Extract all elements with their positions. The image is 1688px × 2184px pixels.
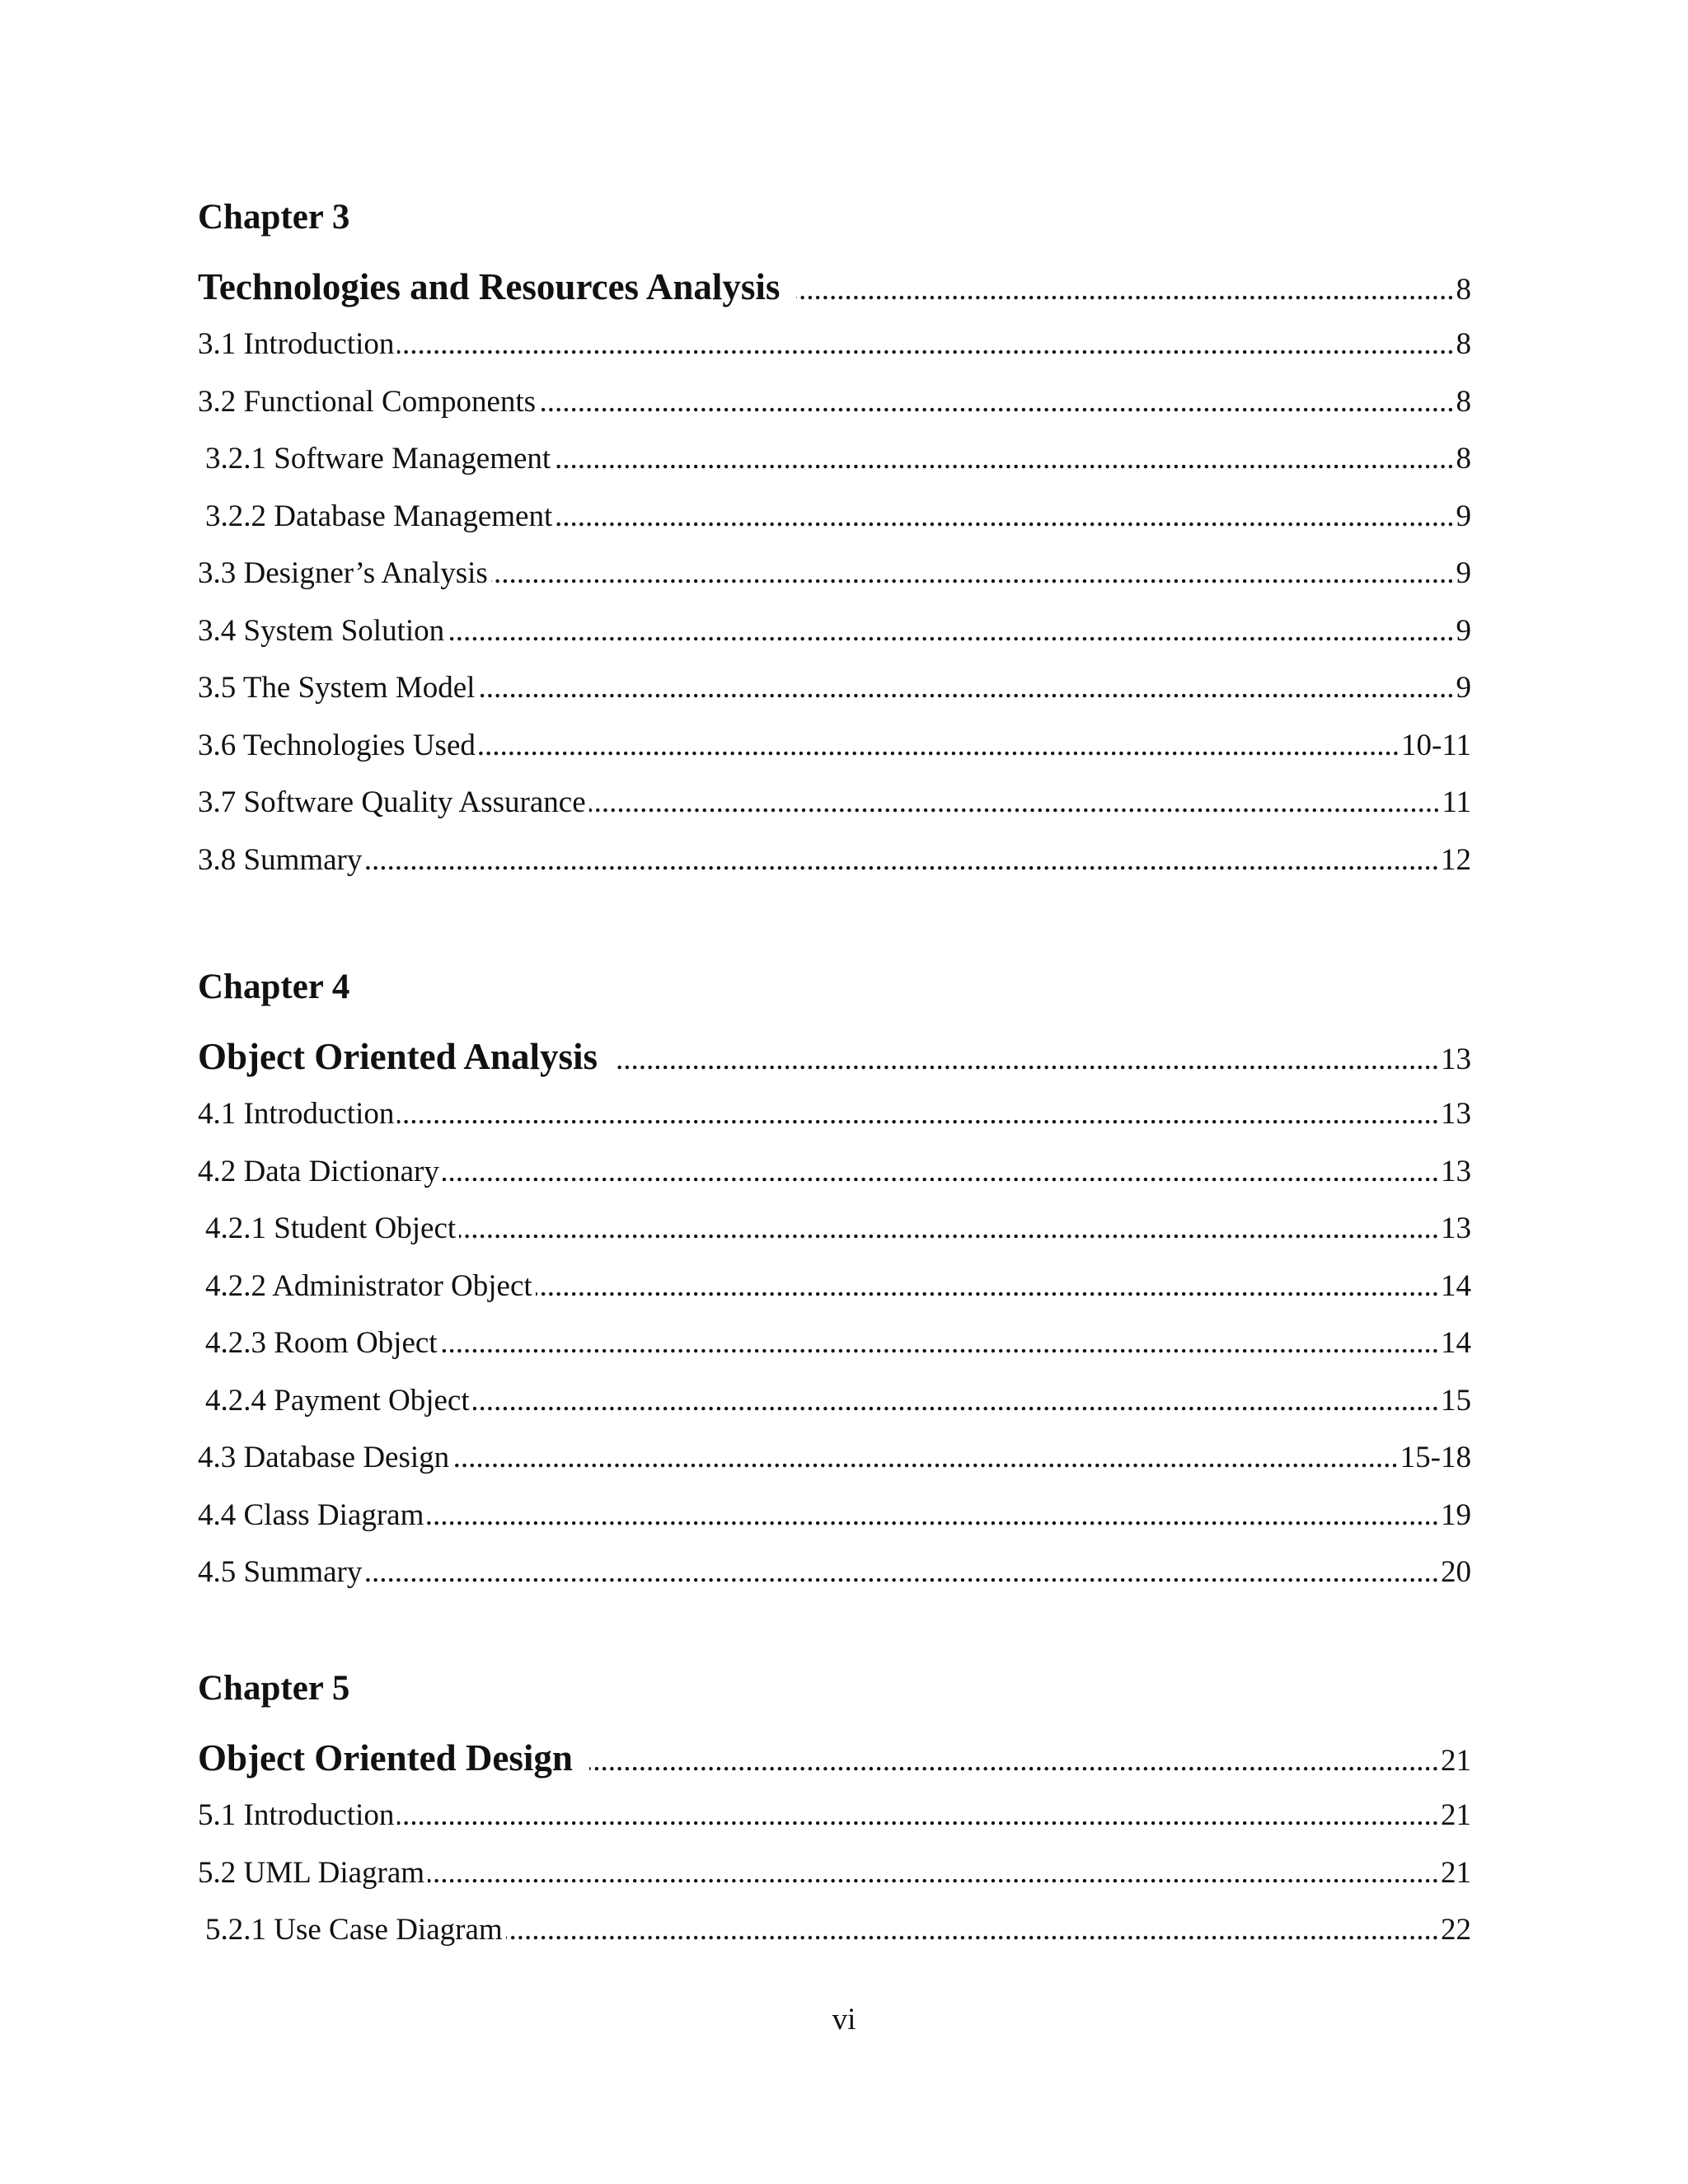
toc-entry xyxy=(198,659,1471,717)
page-number: 8 xyxy=(1456,273,1471,307)
dot-leader xyxy=(796,261,1454,319)
page-number: 8 xyxy=(1456,384,1471,419)
dot-leader xyxy=(506,1901,1439,1959)
chapter-title-row xyxy=(198,1028,1471,1085)
chapter-title-row xyxy=(198,1729,1471,1787)
chapter-title: Technologies and Resources Analysis xyxy=(198,266,781,307)
dot-leader xyxy=(443,1143,1439,1201)
toc-subentry xyxy=(198,1315,1471,1372)
page-number: 21 xyxy=(1441,1798,1471,1832)
page-number: 19 xyxy=(1441,1497,1471,1532)
toc-subentry xyxy=(198,488,1471,546)
entry-title: 4.2 Data Dictionary xyxy=(198,1154,439,1188)
entry-title: 3.5 The System Model xyxy=(198,671,476,705)
page-number: 14 xyxy=(1441,1326,1471,1360)
toc-subentry xyxy=(198,1901,1471,1959)
entry-title: 3.2.1 Software Management xyxy=(205,442,551,476)
toc-entry xyxy=(198,1787,1471,1844)
page-folio: vi xyxy=(832,2003,856,2036)
toc-entry xyxy=(198,373,1471,431)
entry-title: 4.5 Summary xyxy=(198,1555,363,1589)
dot-leader xyxy=(479,717,1400,775)
page-number: 13 xyxy=(1441,1043,1471,1076)
page-number: 14 xyxy=(1441,1268,1471,1303)
dot-leader xyxy=(614,1031,1439,1089)
dot-leader xyxy=(473,1372,1439,1430)
toc-entry xyxy=(198,717,1471,775)
page-number: 9 xyxy=(1456,671,1471,705)
toc-subentry xyxy=(198,1372,1471,1430)
page-number: 22 xyxy=(1441,1913,1471,1947)
toc-entry xyxy=(198,1544,1471,1601)
entry-title: 5.1 Introduction xyxy=(198,1798,395,1832)
entry-title: 3.2 Functional Components xyxy=(198,384,537,419)
toc-entry xyxy=(198,1844,1471,1902)
chapter-3-section xyxy=(198,194,1471,888)
toc-entry xyxy=(198,1085,1471,1143)
dot-leader xyxy=(365,1544,1439,1601)
toc-page xyxy=(198,0,1471,2184)
dot-leader xyxy=(539,373,1454,431)
toc-entry xyxy=(198,545,1471,602)
page-number: 15 xyxy=(1441,1383,1471,1418)
dot-leader xyxy=(556,488,1454,546)
toc-subentry xyxy=(198,1258,1471,1315)
page-number: 12 xyxy=(1441,842,1471,877)
toc-subentry xyxy=(198,430,1471,488)
dot-leader xyxy=(589,774,1441,832)
page-number: 10-11 xyxy=(1401,728,1471,762)
entry-title: 4.2.4 Payment Object xyxy=(205,1383,470,1418)
chapter-5-section xyxy=(198,1666,1471,1959)
entry-title: 4.1 Introduction xyxy=(198,1097,395,1131)
entry-title: 4.3 Database Design xyxy=(198,1441,450,1474)
dot-leader xyxy=(397,316,1454,373)
entry-title: 3.3 Designer’s Analysis xyxy=(198,556,488,590)
dot-leader xyxy=(491,545,1455,602)
dot-leader xyxy=(448,602,1454,660)
entry-title: 4.2.1 Student Object xyxy=(205,1212,457,1245)
entry-title: 3.6 Technologies Used xyxy=(198,728,476,762)
page-number: 8 xyxy=(1456,327,1471,361)
dot-leader xyxy=(441,1315,1439,1372)
dot-leader xyxy=(478,659,1454,717)
entry-title: 4.2.3 Room Object xyxy=(205,1326,438,1360)
dot-leader xyxy=(459,1200,1439,1258)
dot-leader xyxy=(365,832,1439,889)
dot-leader xyxy=(536,1258,1439,1315)
chapter-title: Object Oriented Analysis xyxy=(198,1036,598,1077)
page-number: 13 xyxy=(1441,1212,1471,1245)
entry-title: 3.4 System Solution xyxy=(198,613,445,648)
entry-title: 3.1 Introduction xyxy=(198,327,395,361)
page-number: 20 xyxy=(1441,1555,1471,1589)
dot-leader xyxy=(428,1844,1439,1902)
dot-leader xyxy=(589,1732,1439,1790)
page-number: 8 xyxy=(1456,442,1471,476)
toc-subentry xyxy=(198,1200,1471,1258)
entry-title: 4.2.2 Administrator Object xyxy=(205,1268,532,1303)
page-number: 11 xyxy=(1442,785,1471,819)
entry-title: 5.2.1 Use Case Diagram xyxy=(205,1913,503,1947)
entry-title: 3.7 Software Quality Assurance xyxy=(198,785,586,819)
chapter-title-row xyxy=(198,258,1471,316)
chapter-title: Object Oriented Design xyxy=(198,1737,573,1779)
dot-leader xyxy=(397,1787,1439,1844)
toc-entry xyxy=(198,832,1471,889)
chapter-label: Chapter 3 xyxy=(198,198,350,237)
chapter-label: Chapter 4 xyxy=(198,968,350,1006)
dot-leader xyxy=(554,430,1454,488)
entry-title: 3.2.2 Database Management xyxy=(205,499,553,533)
chapter-4-section xyxy=(198,964,1471,1601)
page-number: 9 xyxy=(1456,499,1471,533)
dot-leader xyxy=(427,1487,1439,1544)
page-number: 13 xyxy=(1441,1154,1471,1188)
toc-entry xyxy=(198,1143,1471,1201)
entry-title: 4.4 Class Diagram xyxy=(198,1497,424,1532)
page-number: 9 xyxy=(1456,613,1471,648)
dot-leader xyxy=(452,1429,1399,1487)
entry-title: 3.8 Summary xyxy=(198,842,363,877)
chapter-label: Chapter 5 xyxy=(198,1669,350,1708)
page-number: 21 xyxy=(1441,1855,1471,1890)
page-number: 15-18 xyxy=(1400,1441,1471,1474)
toc-entry xyxy=(198,316,1471,373)
toc-entry xyxy=(198,1429,1471,1487)
toc-entry xyxy=(198,602,1471,660)
dot-leader xyxy=(397,1085,1439,1143)
page-number: 21 xyxy=(1441,1744,1471,1778)
page-number: 13 xyxy=(1441,1097,1471,1131)
page-number: 9 xyxy=(1456,556,1471,590)
toc-entry xyxy=(198,774,1471,832)
entry-title: 5.2 UML Diagram xyxy=(198,1855,425,1890)
toc-entry xyxy=(198,1487,1471,1544)
